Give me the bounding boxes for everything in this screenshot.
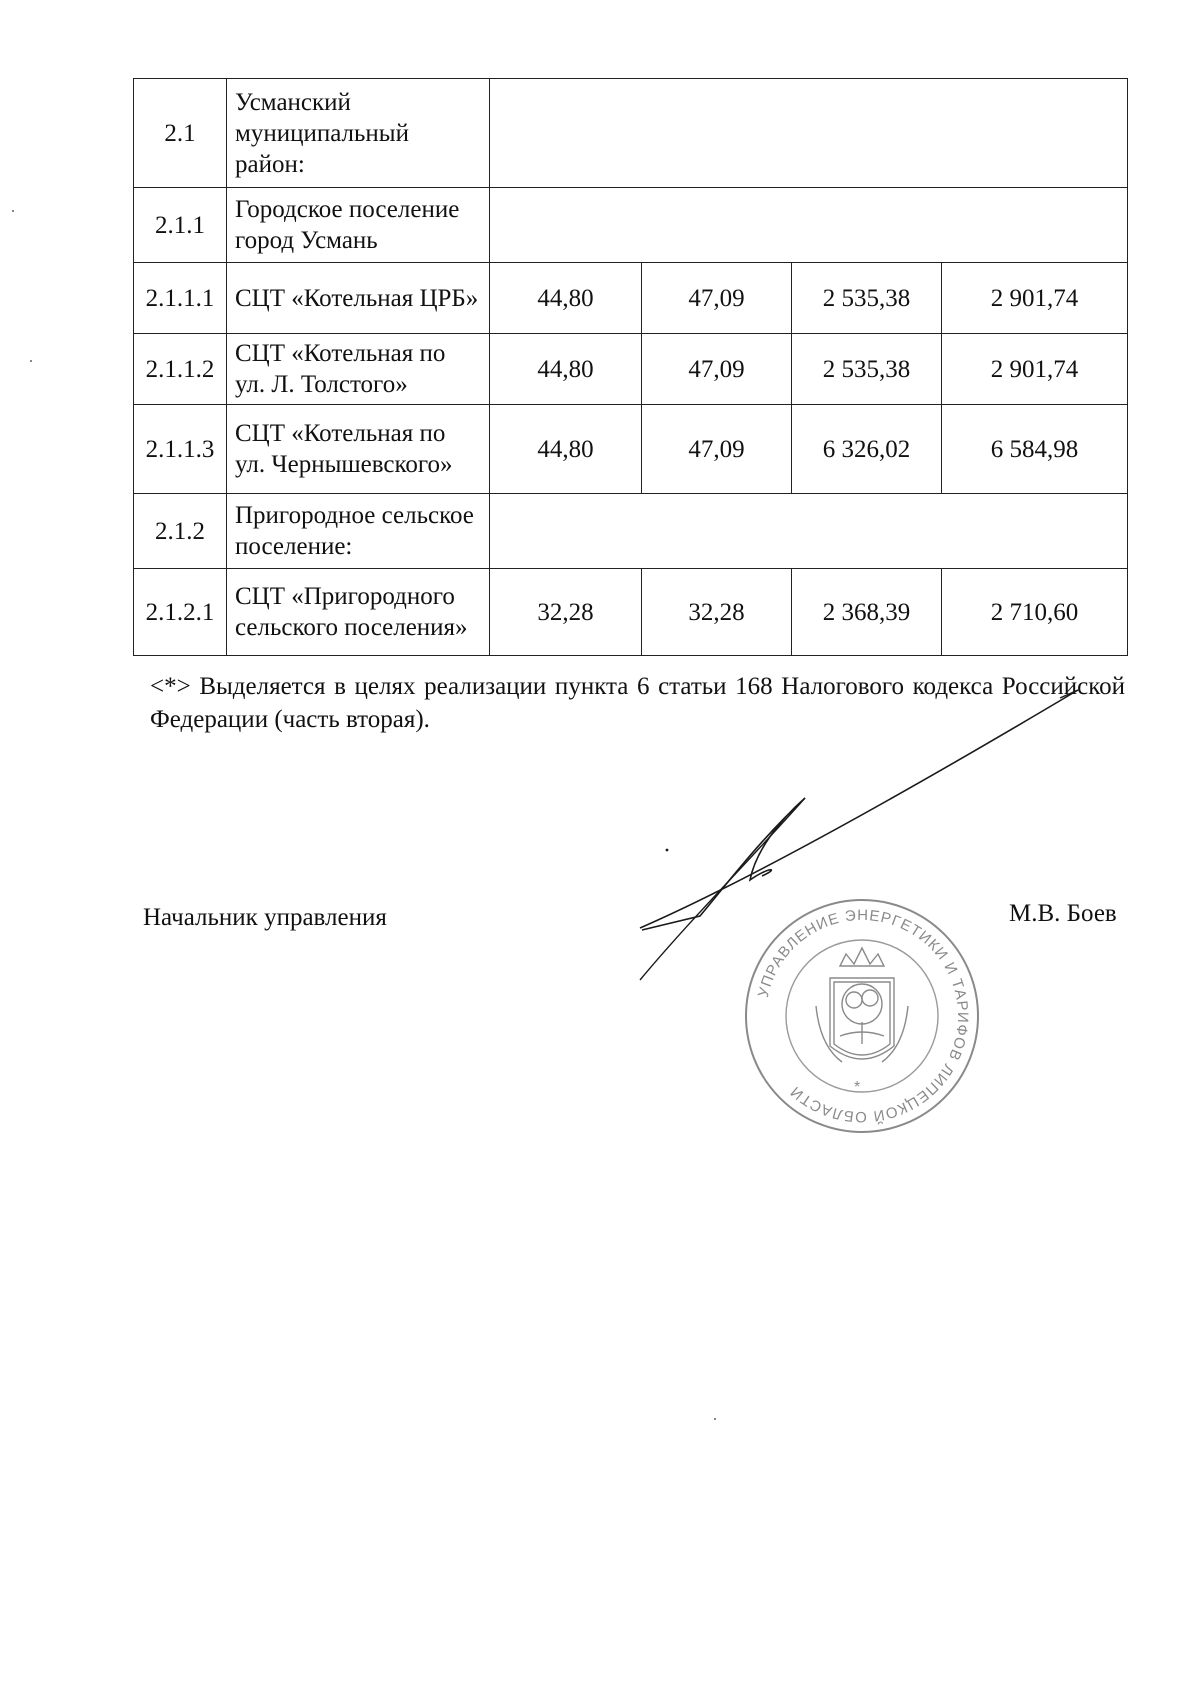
- table-row: [134, 405, 1128, 494]
- value-cell: 44,80: [490, 263, 642, 334]
- value-cell: 2 368,39: [792, 569, 942, 656]
- table-row: [134, 569, 1128, 656]
- row-name: СЦТ «Котельная по ул. Л. Толстого»: [227, 334, 490, 405]
- signer-name: М.В. Боев: [1009, 900, 1117, 927]
- row-number: 2.1.1.1: [134, 263, 227, 334]
- value-cell: 2 535,38: [792, 334, 942, 405]
- stamp-ring-text: УПРАВЛЕНИЕ ЭНЕРГЕТИКИ И ТАРИФОВ ЛИПЕЦКОЙ ОБЛАСТИ: [754, 906, 972, 1126]
- row-name: СЦТ «Пригородного сельского поселения»: [227, 569, 490, 656]
- row-number: 2.1.1.3: [134, 405, 227, 494]
- footnote: <*> Выделяется в целях реализации пункта 6 статьи 168 Налогового кодекса Российской Федерации (часть вторая).: [150, 673, 1125, 733]
- row-number: 2.1.2: [134, 494, 227, 569]
- row-number: 2.1: [134, 79, 227, 188]
- value-cell: 6 584,98: [942, 405, 1128, 494]
- value-cell: 47,09: [642, 334, 792, 405]
- row-name: СЦТ «Котельная ЦРБ»: [227, 263, 490, 334]
- table-row: [134, 494, 1128, 569]
- scan-speck: [30, 360, 32, 362]
- value-cell: 32,28: [490, 569, 642, 656]
- empty-value-cell: [490, 79, 1128, 188]
- tariff-table: [133, 78, 1128, 656]
- row-name: Пригородное сельское поселение:: [227, 494, 490, 569]
- value-cell: 2 901,74: [942, 263, 1128, 334]
- row-name: Усманский муниципальный район:: [227, 79, 490, 188]
- table-row: [134, 263, 1128, 334]
- value-cell: 44,80: [490, 405, 642, 494]
- row-number: 2.1.2.1: [134, 569, 227, 656]
- empty-value-cell: [490, 188, 1128, 263]
- row-number: 2.1.1.2: [134, 334, 227, 405]
- scan-speck: [12, 210, 14, 212]
- row-number: 2.1.1: [134, 188, 227, 263]
- value-cell: 2 901,74: [942, 334, 1128, 405]
- value-cell: 44,80: [490, 334, 642, 405]
- empty-value-cell: [490, 494, 1128, 569]
- scan-speck: [714, 1418, 716, 1420]
- table-row: [134, 79, 1128, 188]
- table-row: [134, 334, 1128, 405]
- value-cell: 2 710,60: [942, 569, 1128, 656]
- table-row: [134, 188, 1128, 263]
- row-name: СЦТ «Котельная по ул. Чернышевского»: [227, 405, 490, 494]
- value-cell: 47,09: [642, 263, 792, 334]
- stamp-star: *: [854, 1079, 861, 1096]
- value-cell: 32,28: [642, 569, 792, 656]
- value-cell: 6 326,02: [792, 405, 942, 494]
- value-cell: 47,09: [642, 405, 792, 494]
- handwritten-signature: [630, 680, 1100, 1000]
- signer-title: Начальник управления: [143, 904, 387, 931]
- row-name: Городское поселение город Усмань: [227, 188, 490, 263]
- value-cell: 2 535,38: [792, 263, 942, 334]
